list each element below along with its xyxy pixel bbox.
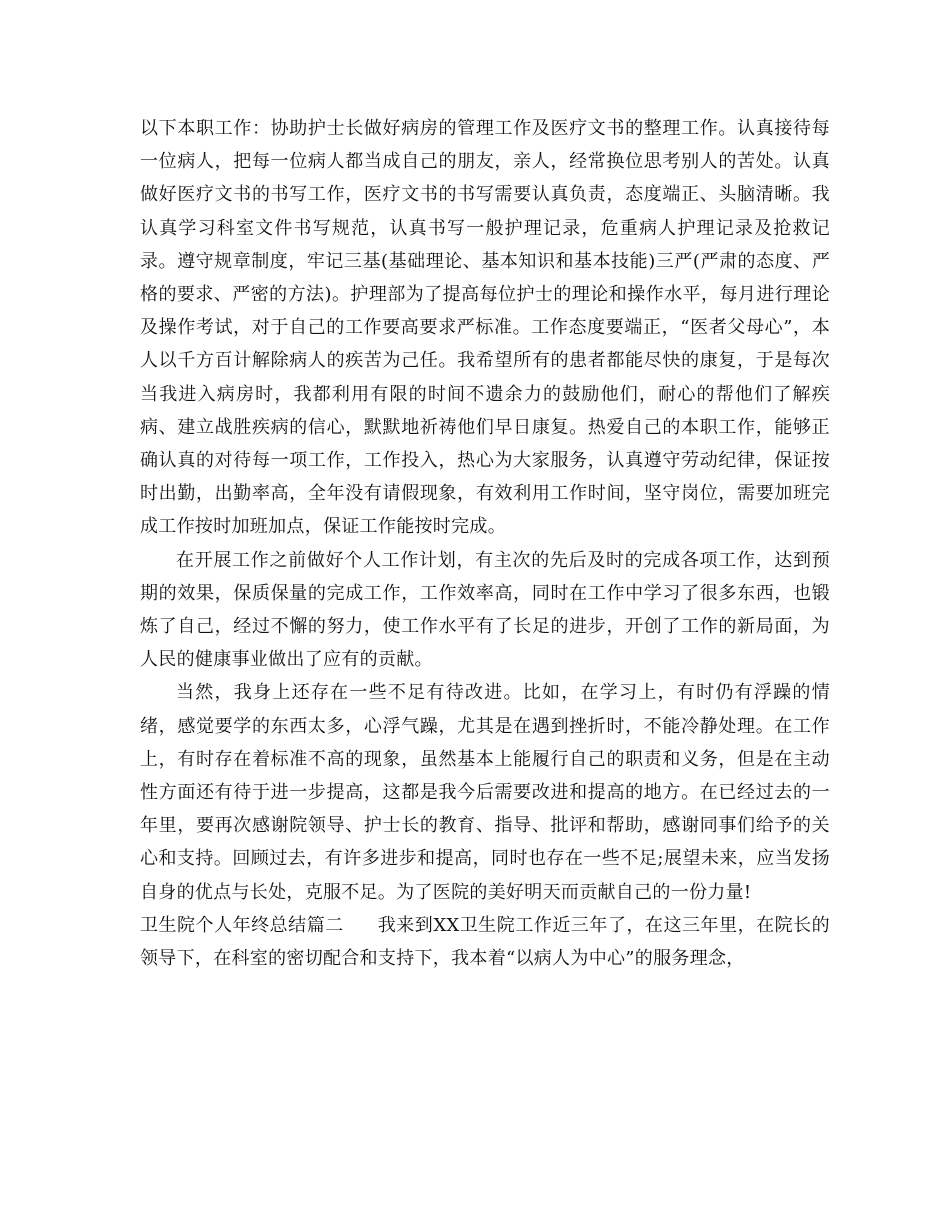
section-two [140,909,830,975]
document-body [140,112,830,975]
paragraph-shortcomings: 当然，我身上还存在一些不足有待改进。比如，在学习上，有时仍有浮躁的情绪，感觉要学的东西太多，心浮气躁，尤其是在遇到挫折时，不能冷静处理。在工作上，有时存在着标准不高的现象，虽然基本上能履行自己的职责和义务，但是在主动性方面还有待于进一步提高，这都是我今后需要改进和提高的地方。在已经过去的一年里，要再次感谢院领导、护士长的教育、指导、批评和帮助，感谢同事们给予的关心和支持。回顾过去，有许多进步和提高，同时也存在一些不足;展望未来，应当发扬自身的优点与长处，克服不足。为了医院的美好明天而贡献自己的一份力量! [140,682,830,903]
paragraph-work-plan: 在开展工作之前做好个人工作计划，有主次的先后及时的完成各项工作，达到预期的效果，保质保量的完成工作，工作效率高，同时在工作中学习了很多东西，也锻炼了自己，经过不懈的努力，使工作水平有了长足的进步，开创了工作的新局面，为人民的健康事业做出了应有的贡献。 [140,549,830,671]
paragraph-duties: 以下本职工作：协助护士长做好病房的管理工作及医疗文书的整理工作。认真接待每一位病人，把每一位病人都当成自己的朋友，亲人，经常换位思考别人的苦处。认真做好医疗文书的书写工作，医疗文书的书写需要认真负责，态度端正、头脑清晰。我认真学习科室文件书写规范，认真书写一般护理记录，危重病人护理记录及抢救记录。遵守规章制度，牢记三基(基础理论、基本知识和基本技能)三严(严肃的态度、严格的要求、严密的方法)。护理部为了提高每位护士的理论和操作水平，每月进行理论及操作考试，对于自己的工作要高要求严标准。工作态度要端正，“医者父母心”，本人以千方百计解除病人的疾苦为己任。我希望所有的患者都能尽快的康复，于是每次当我进入病房时，我都利用有限的时间不遗余力的鼓励他们，耐心的帮他们了解疾病、建立战胜疾病的信心，默默地祈祷他们早日康复。热爱自己的本职工作，能够正确认真的对待每一项工作，工作投入，热心为大家服务，认真遵守劳动纪律，保证按时出勤，出勤率高，全年没有请假现象，有效利用工作时间，坚守岗位，需要加班完成工作按时加班加点，保证工作能按时完成。 [140,118,830,538]
section-intro-text: 我来到XX卫生院工作近三年了，在这三年里，在院长的领导下，在科室的密切配合和支持下，我本着“以病人为中心”的服务理念， [140,914,830,970]
section-heading: 卫生院个人年终总结篇二 [140,914,344,936]
